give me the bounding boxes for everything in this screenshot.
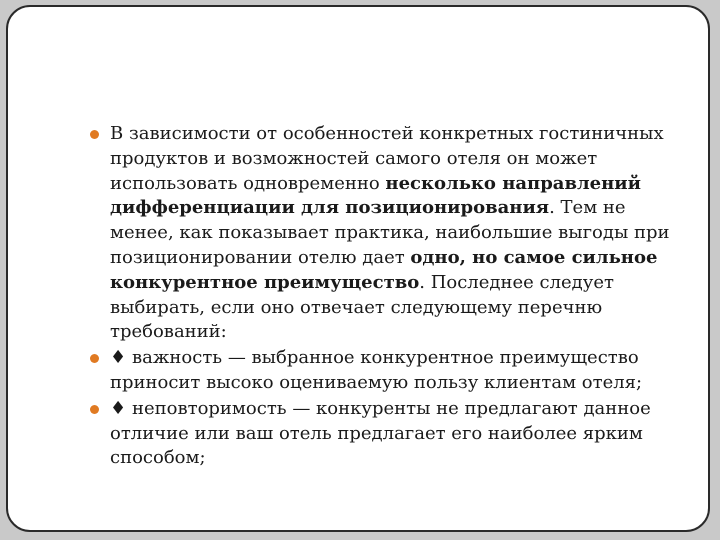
text-segment: неповторимость — конкуренты не предлагают данное отличие или ваш отель предлагает его наиболее ярким способом; [110, 397, 651, 469]
bold-text-segment: одно, но самое сильное конкурентное преимущество [110, 246, 658, 293]
bullet-icon [90, 354, 99, 363]
diamond-icon: ♦ [110, 347, 127, 369]
text-segment: . Последнее следует выбирать, если оно отвечает следующему перечню требований: [110, 271, 614, 343]
text-segment: важность — выбранное конкурентное преимущество приносит высоко оцениваемую пользу клиентам отеля; [110, 347, 643, 393]
slide-body [82, 122, 682, 472]
slide-frame [6, 5, 710, 532]
list-item-uniqueness [82, 397, 682, 471]
text-segment: В зависимости от особенностей конкретных гостиничных продуктов и возможностей самого отеля он может использовать одновременно [110, 123, 664, 194]
text-segment: . Тем не менее, как показывает практика, наибольшие выгоды при позиционировании отелю дает [110, 197, 670, 268]
list-item-intro [82, 122, 682, 345]
diamond-icon: ♦ [110, 397, 127, 419]
bullet-icon [90, 130, 99, 139]
bullet-icon [90, 405, 99, 414]
bold-text-segment: несколько направлений дифференциации для позиционирования [110, 172, 641, 219]
list-item-importance [82, 346, 682, 396]
